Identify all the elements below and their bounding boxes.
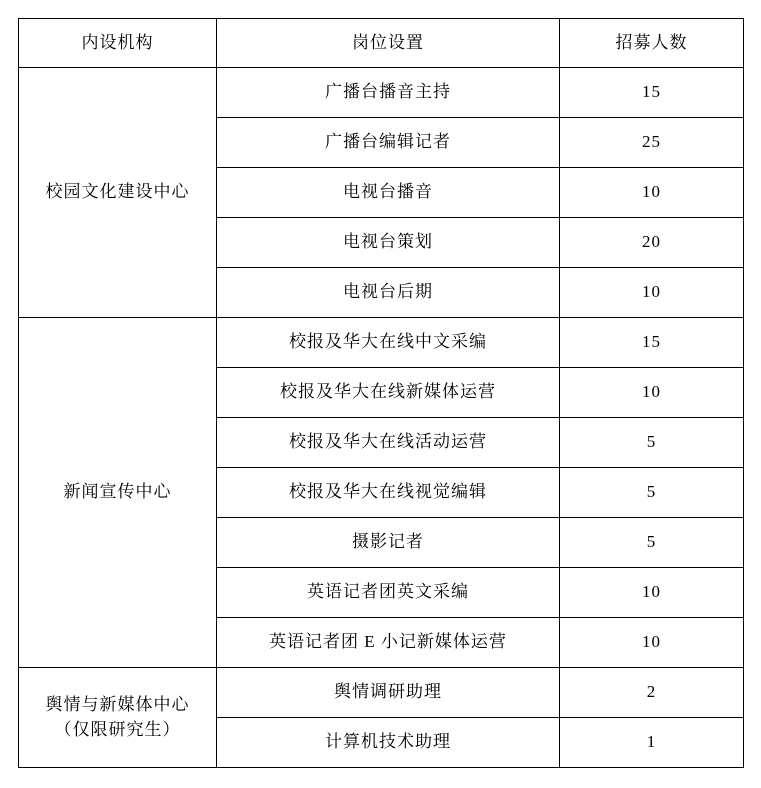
headcount-cell: 10	[560, 368, 744, 418]
table-row	[19, 318, 744, 368]
table-row	[19, 68, 744, 118]
headcount-cell: 10	[560, 618, 744, 668]
position-cell: 广播台编辑记者	[217, 118, 560, 168]
position-cell: 校报及华大在线中文采编	[217, 318, 560, 368]
table-body	[19, 68, 744, 768]
table-row	[19, 668, 744, 718]
column-header-department: 内设机构	[19, 19, 217, 68]
position-cell: 校报及华大在线视觉编辑	[217, 468, 560, 518]
headcount-cell: 5	[560, 418, 744, 468]
department-note: （仅限研究生）	[54, 719, 181, 739]
position-cell: 英语记者团英文采编	[217, 568, 560, 618]
position-cell: 电视台播音	[217, 168, 560, 218]
headcount-cell: 15	[560, 318, 744, 368]
table-header-row	[19, 19, 744, 68]
column-header-headcount: 招募人数	[560, 19, 744, 68]
table-header	[19, 19, 744, 68]
headcount-cell: 5	[560, 468, 744, 518]
headcount-cell: 15	[560, 68, 744, 118]
headcount-cell: 2	[560, 668, 744, 718]
recruitment-table	[18, 18, 744, 768]
headcount-cell: 5	[560, 518, 744, 568]
position-cell: 广播台播音主持	[217, 68, 560, 118]
headcount-cell: 10	[560, 168, 744, 218]
headcount-cell: 10	[560, 268, 744, 318]
column-header-position: 岗位设置	[217, 19, 560, 68]
position-cell: 舆情调研助理	[217, 668, 560, 718]
headcount-cell: 10	[560, 568, 744, 618]
position-cell: 校报及华大在线新媒体运营	[217, 368, 560, 418]
position-cell: 校报及华大在线活动运营	[217, 418, 560, 468]
headcount-cell: 25	[560, 118, 744, 168]
position-cell: 英语记者团 E 小记新媒体运营	[217, 618, 560, 668]
department-cell	[19, 668, 217, 768]
department-cell	[19, 68, 217, 318]
headcount-cell: 20	[560, 218, 744, 268]
headcount-cell: 1	[560, 718, 744, 768]
department-name: 校园文化建设中心	[45, 182, 190, 202]
position-cell: 电视台策划	[217, 218, 560, 268]
position-cell: 电视台后期	[217, 268, 560, 318]
department-name: 舆情与新媒体中心	[45, 694, 190, 714]
department-cell	[19, 318, 217, 668]
department-name: 新闻宣传中心	[63, 482, 172, 502]
position-cell: 计算机技术助理	[217, 718, 560, 768]
position-cell: 摄影记者	[217, 518, 560, 568]
